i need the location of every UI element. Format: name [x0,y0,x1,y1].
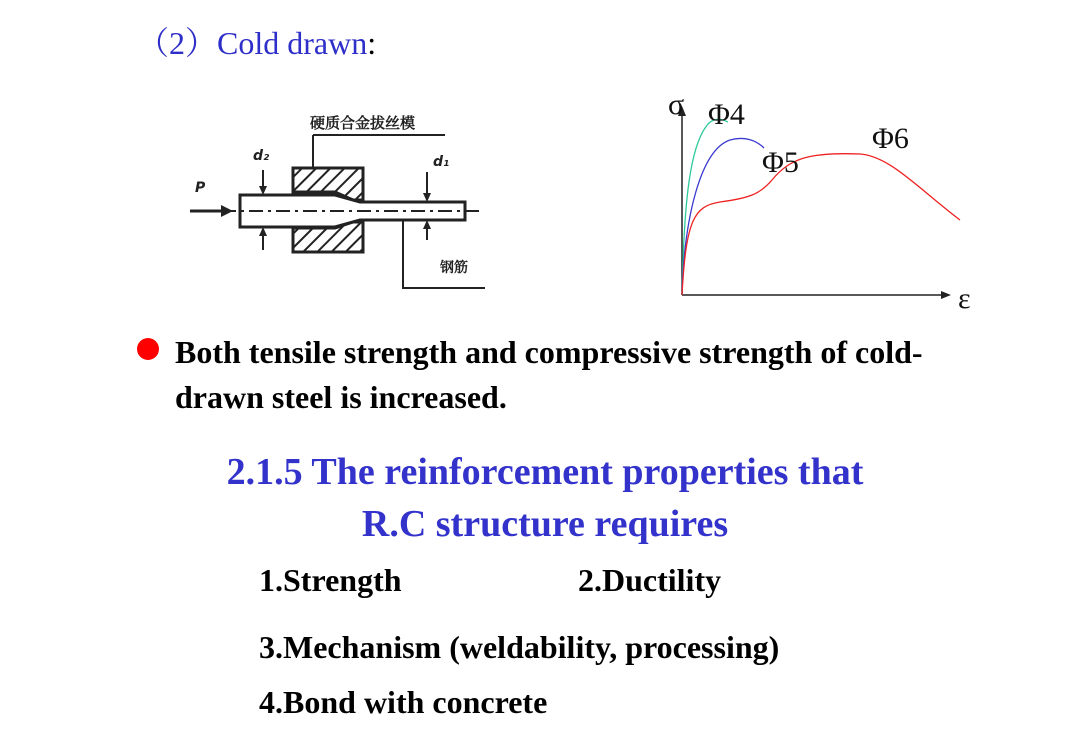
cold-drawing-die-diagram [185,100,485,300]
bullet-text: Both tensile strength and compressive strength of cold-drawn steel is increased. [175,334,923,415]
requirement-bond: 4.Bond with concrete [259,684,548,720]
heading-prefix: （2） [137,25,218,61]
heading-suffix: : [367,25,377,61]
y-axis-label: σ [668,90,685,121]
x-axis-label: ε [958,282,971,315]
bar-label: 钢筋 [440,260,468,276]
requirement-strength: 1.Strength [259,562,402,598]
d1-label: d₁ [433,154,450,170]
requirement-ductility: 2.Ductility [578,562,722,598]
die-label: 硬质合金拔丝模 [310,114,416,132]
section-title [140,446,950,550]
force-label: P [195,180,206,196]
stress-strain-chart [660,90,980,320]
curve-phi5 [682,138,764,295]
force-arrow [221,205,233,217]
curve-phi6 [682,154,960,295]
section-title-line-2: R.C structure requires [361,503,729,545]
bullet-dot [137,338,159,360]
d2-label: d₂ [253,148,270,164]
series-label-phi6: Φ6 [872,122,909,155]
bar-leader-line [403,221,485,288]
slide-heading [137,18,376,64]
section-title-line-1: 2.1.5 The reinforcement properties that [226,451,864,493]
heading-text: Cold drawn [217,25,368,61]
series-label-phi5: Φ5 [762,146,799,179]
requirement-mechanism: 3.Mechanism (weldability, processing) [259,629,780,665]
series-label-phi4: Φ4 [708,98,745,131]
